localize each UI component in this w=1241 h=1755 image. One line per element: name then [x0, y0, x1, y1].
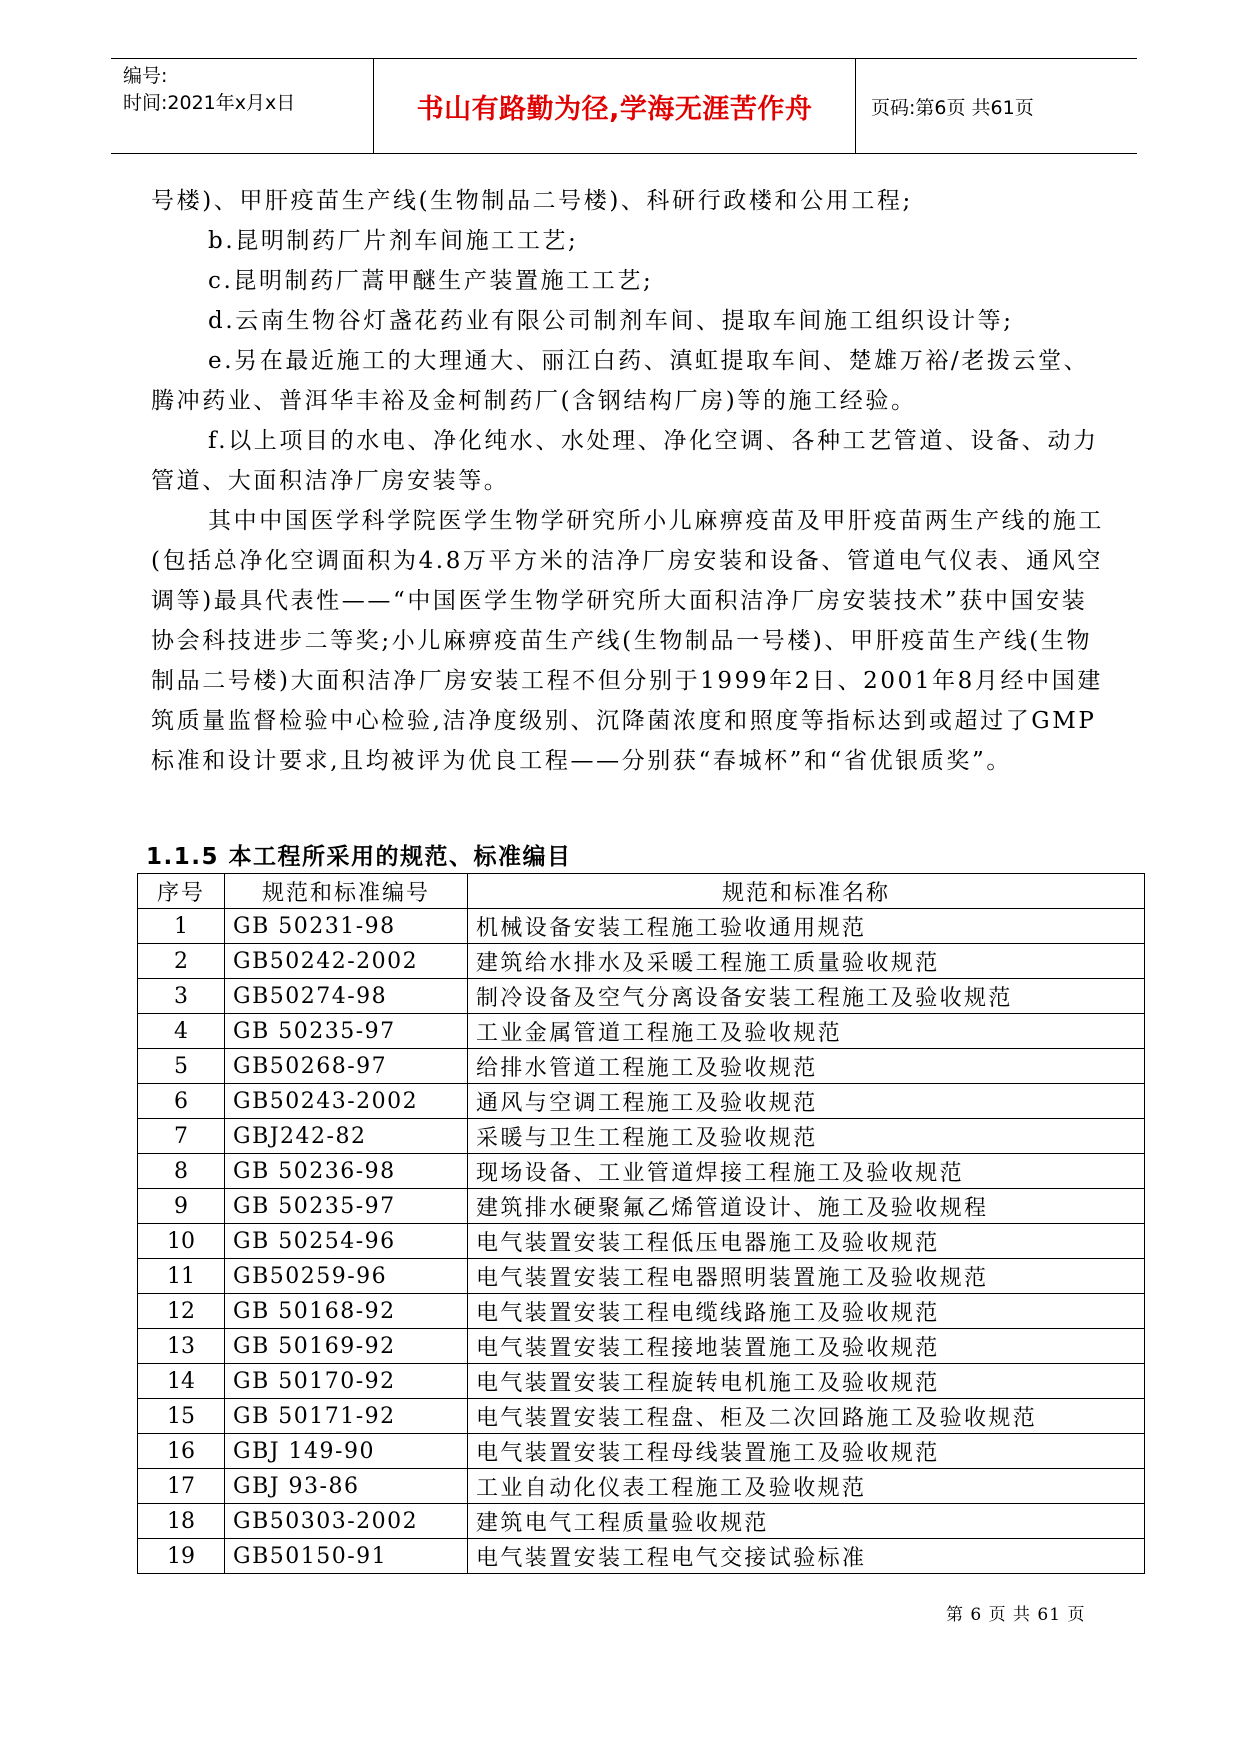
standard-code: GB 50254-96 [225, 1224, 468, 1259]
table-row [138, 944, 1145, 979]
standard-code: GB 50235-97 [225, 1189, 468, 1224]
standard-name: 制冷设备及空气分离设备安装工程施工及验收规范 [468, 979, 1145, 1014]
standard-name: 电气装置安装工程电气交接试验标准 [468, 1539, 1145, 1574]
row-index: 5 [138, 1049, 225, 1084]
standard-code: GB 50168-92 [225, 1294, 468, 1329]
paragraph: 其中中国医学科学院医学生物学研究所小儿麻痹疫苗及甲肝疫苗两生产线的施工(包括总净化空调面积为4.8万平方米的洁净厂房安装和设备、管道电气仪表、通风空调等)最具代表性——“中国医学生物学研究所大面积洁净厂房安装技术”获中国安装协会科技进步二等奖;小儿麻痹疫苗生产线(生物制品一号楼)、甲肝疫苗生产线(生物制品二号楼)大面积洁净厂房安装工程不但分别于1999年2日、2001年8月经中国建筑质量监督检验中心检验,洁净度级别、沉降菌浓度和照度等指标达到或超过了GMP标准和设计要求,且均被评为优良工程——分别获“春城杯”和“省优银质奖”。 [151, 508, 1104, 774]
table-row [138, 1469, 1145, 1504]
table-row [138, 1084, 1145, 1119]
standard-code: GBJ 93-86 [225, 1469, 468, 1504]
standard-code: GBJ242-82 [225, 1119, 468, 1154]
page-footer: 第 6 页 共 61 页 [946, 1605, 1086, 1625]
header-divider [855, 59, 856, 153]
header-left [123, 63, 373, 117]
standard-code: GBJ 149-90 [225, 1434, 468, 1469]
row-index: 2 [138, 944, 225, 979]
table-row [138, 1259, 1145, 1294]
table-row [138, 1189, 1145, 1224]
standards-table [137, 873, 1145, 1574]
table-row [138, 1014, 1145, 1049]
table-row [138, 1329, 1145, 1364]
paragraph: e.另在最近施工的大理通大、丽江白药、滇虹提取车间、楚雄万裕/老拨云堂、腾冲药业、普洱华丰裕及金柯制药厂(含钢结构厂房)等的施工经验。 [151, 348, 1090, 414]
standard-name: 电气装置安装工程母线装置施工及验收规范 [468, 1434, 1145, 1469]
standard-code: GB 50236-98 [225, 1154, 468, 1189]
standard-name: 建筑给水排水及采暖工程施工质量验收规范 [468, 944, 1145, 979]
row-index: 1 [138, 909, 225, 944]
table-row [138, 1049, 1145, 1084]
row-index: 3 [138, 979, 225, 1014]
standard-code: GB 50235-97 [225, 1014, 468, 1049]
table-row [138, 909, 1145, 944]
page-header [111, 58, 1137, 154]
row-index: 18 [138, 1504, 225, 1539]
standard-name: 建筑排水硬聚氟乙烯管道设计、施工及验收规程 [468, 1189, 1145, 1224]
document-time-label: 时间:2021年x月x日 [123, 92, 296, 114]
paragraph: c.昆明制药厂蒿甲醚生产装置施工工艺; [208, 268, 654, 294]
row-index: 14 [138, 1364, 225, 1399]
standard-name: 通风与空调工程施工及验收规范 [468, 1084, 1145, 1119]
standard-name: 现场设备、工业管道焊接工程施工及验收规范 [468, 1154, 1145, 1189]
standard-name: 电气装置安装工程盘、柜及二次回路施工及验收规范 [468, 1399, 1145, 1434]
table-row [138, 1539, 1145, 1574]
standard-code: GB 50170-92 [225, 1364, 468, 1399]
standard-name: 机械设备安装工程施工验收通用规范 [468, 909, 1145, 944]
row-index: 9 [138, 1189, 225, 1224]
standard-name: 给排水管道工程施工及验收规范 [468, 1049, 1145, 1084]
column-header-index: 序号 [138, 874, 225, 909]
header-motto: 书山有路勤为径,学海无涯苦作舟 [416, 93, 813, 125]
standard-code: GB50259-96 [225, 1259, 468, 1294]
table-row [138, 1434, 1145, 1469]
standard-name: 建筑电气工程质量验收规范 [468, 1504, 1145, 1539]
standard-name: 电气装置安装工程电缆线路施工及验收规范 [468, 1294, 1145, 1329]
row-index: 7 [138, 1119, 225, 1154]
row-index: 19 [138, 1539, 225, 1574]
row-index: 16 [138, 1434, 225, 1469]
column-header-name: 规范和标准名称 [468, 874, 1145, 909]
row-index: 11 [138, 1259, 225, 1294]
row-index: 12 [138, 1294, 225, 1329]
paragraph: f.以上项目的水电、净化纯水、水处理、净化空调、各种工艺管道、设备、动力管道、大面积洁净厂房安装等。 [151, 428, 1099, 494]
row-index: 8 [138, 1154, 225, 1189]
section-title: 1.1.5 本工程所采用的规范、标准编目 [146, 844, 572, 870]
standard-code: GB50243-2002 [225, 1084, 468, 1119]
row-index: 17 [138, 1469, 225, 1504]
table-row [138, 1154, 1145, 1189]
standard-name: 工业自动化仪表工程施工及验收规范 [468, 1469, 1145, 1504]
paragraph: d.云南生物谷灯盏花药业有限公司制剂车间、提取车间施工组织设计等; [208, 308, 1014, 334]
standard-name: 工业金属管道工程施工及验收规范 [468, 1014, 1145, 1049]
standard-code: GB50303-2002 [225, 1504, 468, 1539]
row-index: 4 [138, 1014, 225, 1049]
header-page-info: 页码:第6页 共61页 [871, 96, 1034, 119]
table-row [138, 1224, 1145, 1259]
standard-code: GB 50169-92 [225, 1329, 468, 1364]
standard-name: 电气装置安装工程电器照明装置施工及验收规范 [468, 1259, 1145, 1294]
table-row [138, 1119, 1145, 1154]
row-index: 13 [138, 1329, 225, 1364]
row-index: 10 [138, 1224, 225, 1259]
table-row [138, 1399, 1145, 1434]
standard-name: 电气装置安装工程接地装置施工及验收规范 [468, 1329, 1145, 1364]
standard-code: GB50150-91 [225, 1539, 468, 1574]
paragraph: 号楼)、甲肝疫苗生产线(生物制品二号楼)、科研行政楼和公用工程; [151, 188, 913, 214]
table-header-row [138, 874, 1145, 909]
row-index: 6 [138, 1084, 225, 1119]
standard-code: GB50274-98 [225, 979, 468, 1014]
document-number-label: 编号: [123, 65, 168, 87]
standard-code: GB 50231-98 [225, 909, 468, 944]
row-index: 15 [138, 1399, 225, 1434]
standard-code: GB50268-97 [225, 1049, 468, 1084]
table-row [138, 1364, 1145, 1399]
standard-code: GB50242-2002 [225, 944, 468, 979]
column-header-code: 规范和标准编号 [225, 874, 468, 909]
standard-name: 电气装置安装工程旋转电机施工及验收规范 [468, 1364, 1145, 1399]
table-row [138, 1294, 1145, 1329]
body-text [151, 181, 1107, 781]
standard-name: 采暖与卫生工程施工及验收规范 [468, 1119, 1145, 1154]
standard-name: 电气装置安装工程低压电器施工及验收规范 [468, 1224, 1145, 1259]
paragraph: b.昆明制药厂片剂车间施工工艺; [208, 228, 579, 254]
table-row [138, 979, 1145, 1014]
table-row [138, 1504, 1145, 1539]
standard-code: GB 50171-92 [225, 1399, 468, 1434]
